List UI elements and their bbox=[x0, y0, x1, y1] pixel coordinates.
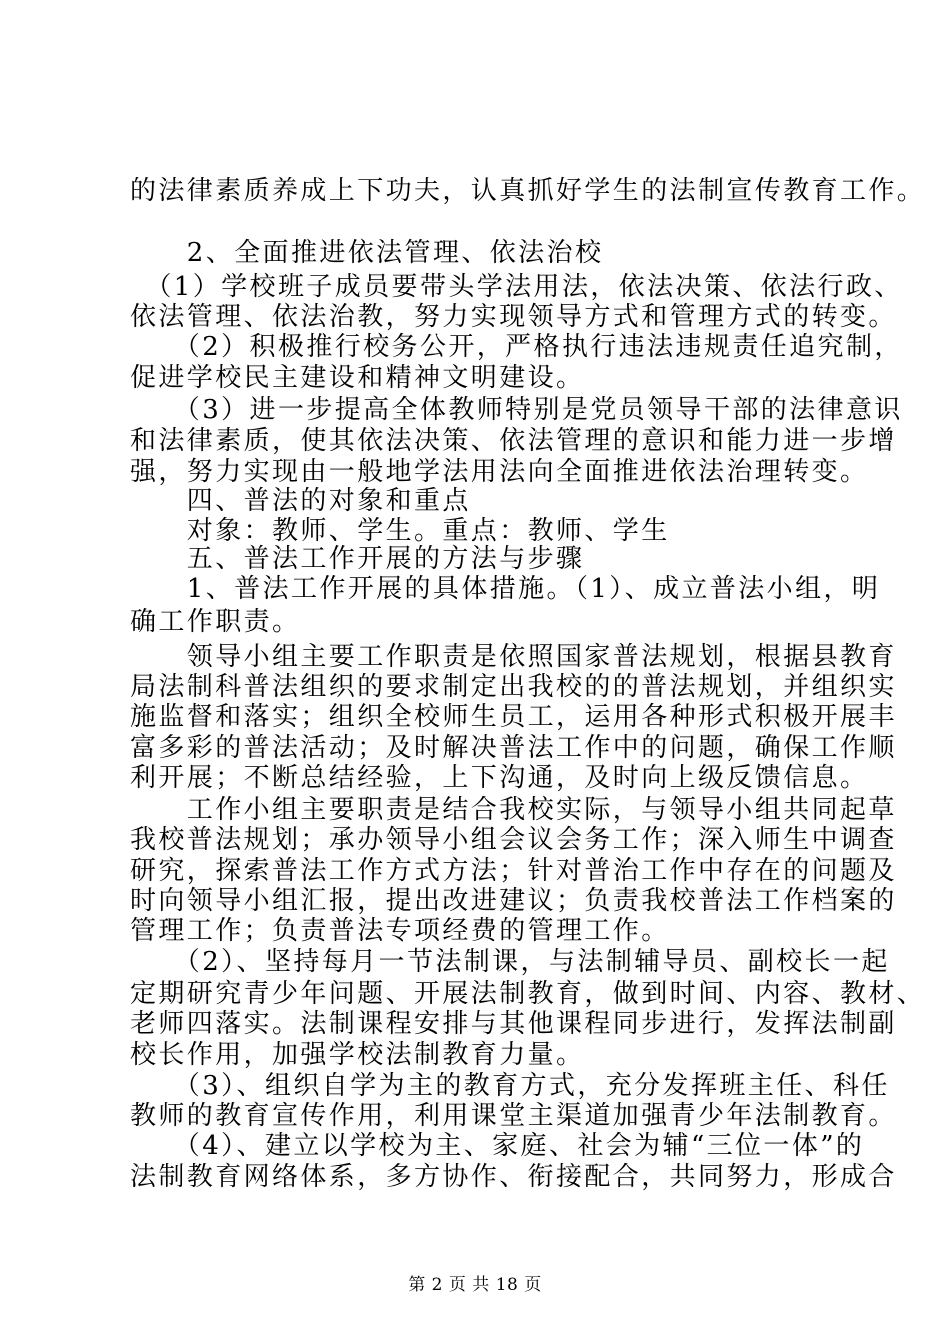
text-line: 领导小组主要工作职责是依照国家普法规划，根据县教育 bbox=[130, 642, 897, 672]
text-line: 校长作用，加强学校法制教育力量。 bbox=[130, 1040, 585, 1070]
text-line: （3）、组织自学为主的教育方式，充分发挥班主任、科任 bbox=[130, 1071, 890, 1101]
text-line: 局法制科普法组织的要求制定出我校的的普法规划，并组织实 bbox=[130, 672, 897, 702]
text-line: （2）、坚持每月一节法制课，与法制辅导员、副校长一起 bbox=[130, 947, 890, 977]
text-line: 促进学校民主建设和精神文明建设。 bbox=[130, 363, 585, 393]
text-line: 依法管理、依法治教，努力实现领导方式和管理方式的转变。 bbox=[130, 302, 897, 332]
text-line: 利开展；不断总结经验，上下沟通，及时向上级反馈信息。 bbox=[130, 763, 869, 793]
text-line: 工作小组主要职责是结合我校实际，与领导小组共同起草 bbox=[130, 795, 897, 825]
text-line: 1、普法工作开展的具体措施。（1）、成立普法小组，明 bbox=[130, 574, 881, 604]
text-line: （3）进一步提高全体教师特别是党员领导干部的法律意识 bbox=[130, 395, 903, 425]
text-line: （4）、建立以学校为主、家庭、社会为辅“三位一体”的 bbox=[130, 1131, 865, 1161]
text-line: 富多彩的普法活动；及时解决普法工作中的问题，确保工作顺 bbox=[130, 733, 897, 763]
text-line: 五、普法工作开展的方法与步骤 bbox=[130, 544, 585, 574]
text-line: 强，努力实现由一般地学法用法向全面推进依法治理转变。 bbox=[130, 457, 869, 487]
text-line: 的法律素质养成上下功夫，认真抓好学生的法制宣传教育工作。 bbox=[130, 176, 926, 206]
text-line: 对象：教师、学生。重点：教师、学生 bbox=[130, 516, 670, 546]
text-line: （2）积极推行校务公开，严格执行违法违规责任追究制， bbox=[130, 332, 903, 362]
text-line: 教师的教育宣传作用，利用课堂主渠道加强青少年法制教育。 bbox=[130, 1101, 897, 1131]
text-line: 确工作职责。 bbox=[130, 607, 301, 637]
text-line: 2、全面推进依法管理、依法治校 bbox=[130, 238, 604, 268]
text-line: 四、普法的对象和重点 bbox=[130, 486, 471, 516]
text-line: 法制教育网络体系，多方协作、衔接配合，共同努力，形成合 bbox=[130, 1162, 897, 1192]
text-line: 施监督和落实；组织全校师生员工，运用各种形式积极开展丰 bbox=[130, 702, 897, 732]
text-line: （1）学校班子成员要带头学法用法，依法决策、依法行政、 bbox=[130, 272, 903, 302]
text-line: 研究，探索普法工作方式方法；针对普治工作中存在的问题及 bbox=[130, 856, 897, 886]
text-line: 管理工作；负责普法专项经费的管理工作。 bbox=[130, 916, 670, 946]
page-number: 第 2 页 共 18 页 bbox=[408, 1275, 542, 1295]
text-line: 老师四落实。法制课程安排与其他课程同步进行，发挥法制副 bbox=[130, 1009, 897, 1039]
text-line: 和法律素质，使其依法决策、依法管理的意识和能力进一步增 bbox=[130, 426, 897, 456]
text-line: 定期研究青少年问题、开展法制教育，做到时间、内容、教材、 bbox=[130, 979, 926, 1009]
text-line: 时向领导小组汇报，提出改进建议；负责我校普法工作档案的 bbox=[130, 886, 897, 916]
text-line: 我校普法规划；承办领导小组会议会务工作；深入师生中调查 bbox=[130, 825, 897, 855]
